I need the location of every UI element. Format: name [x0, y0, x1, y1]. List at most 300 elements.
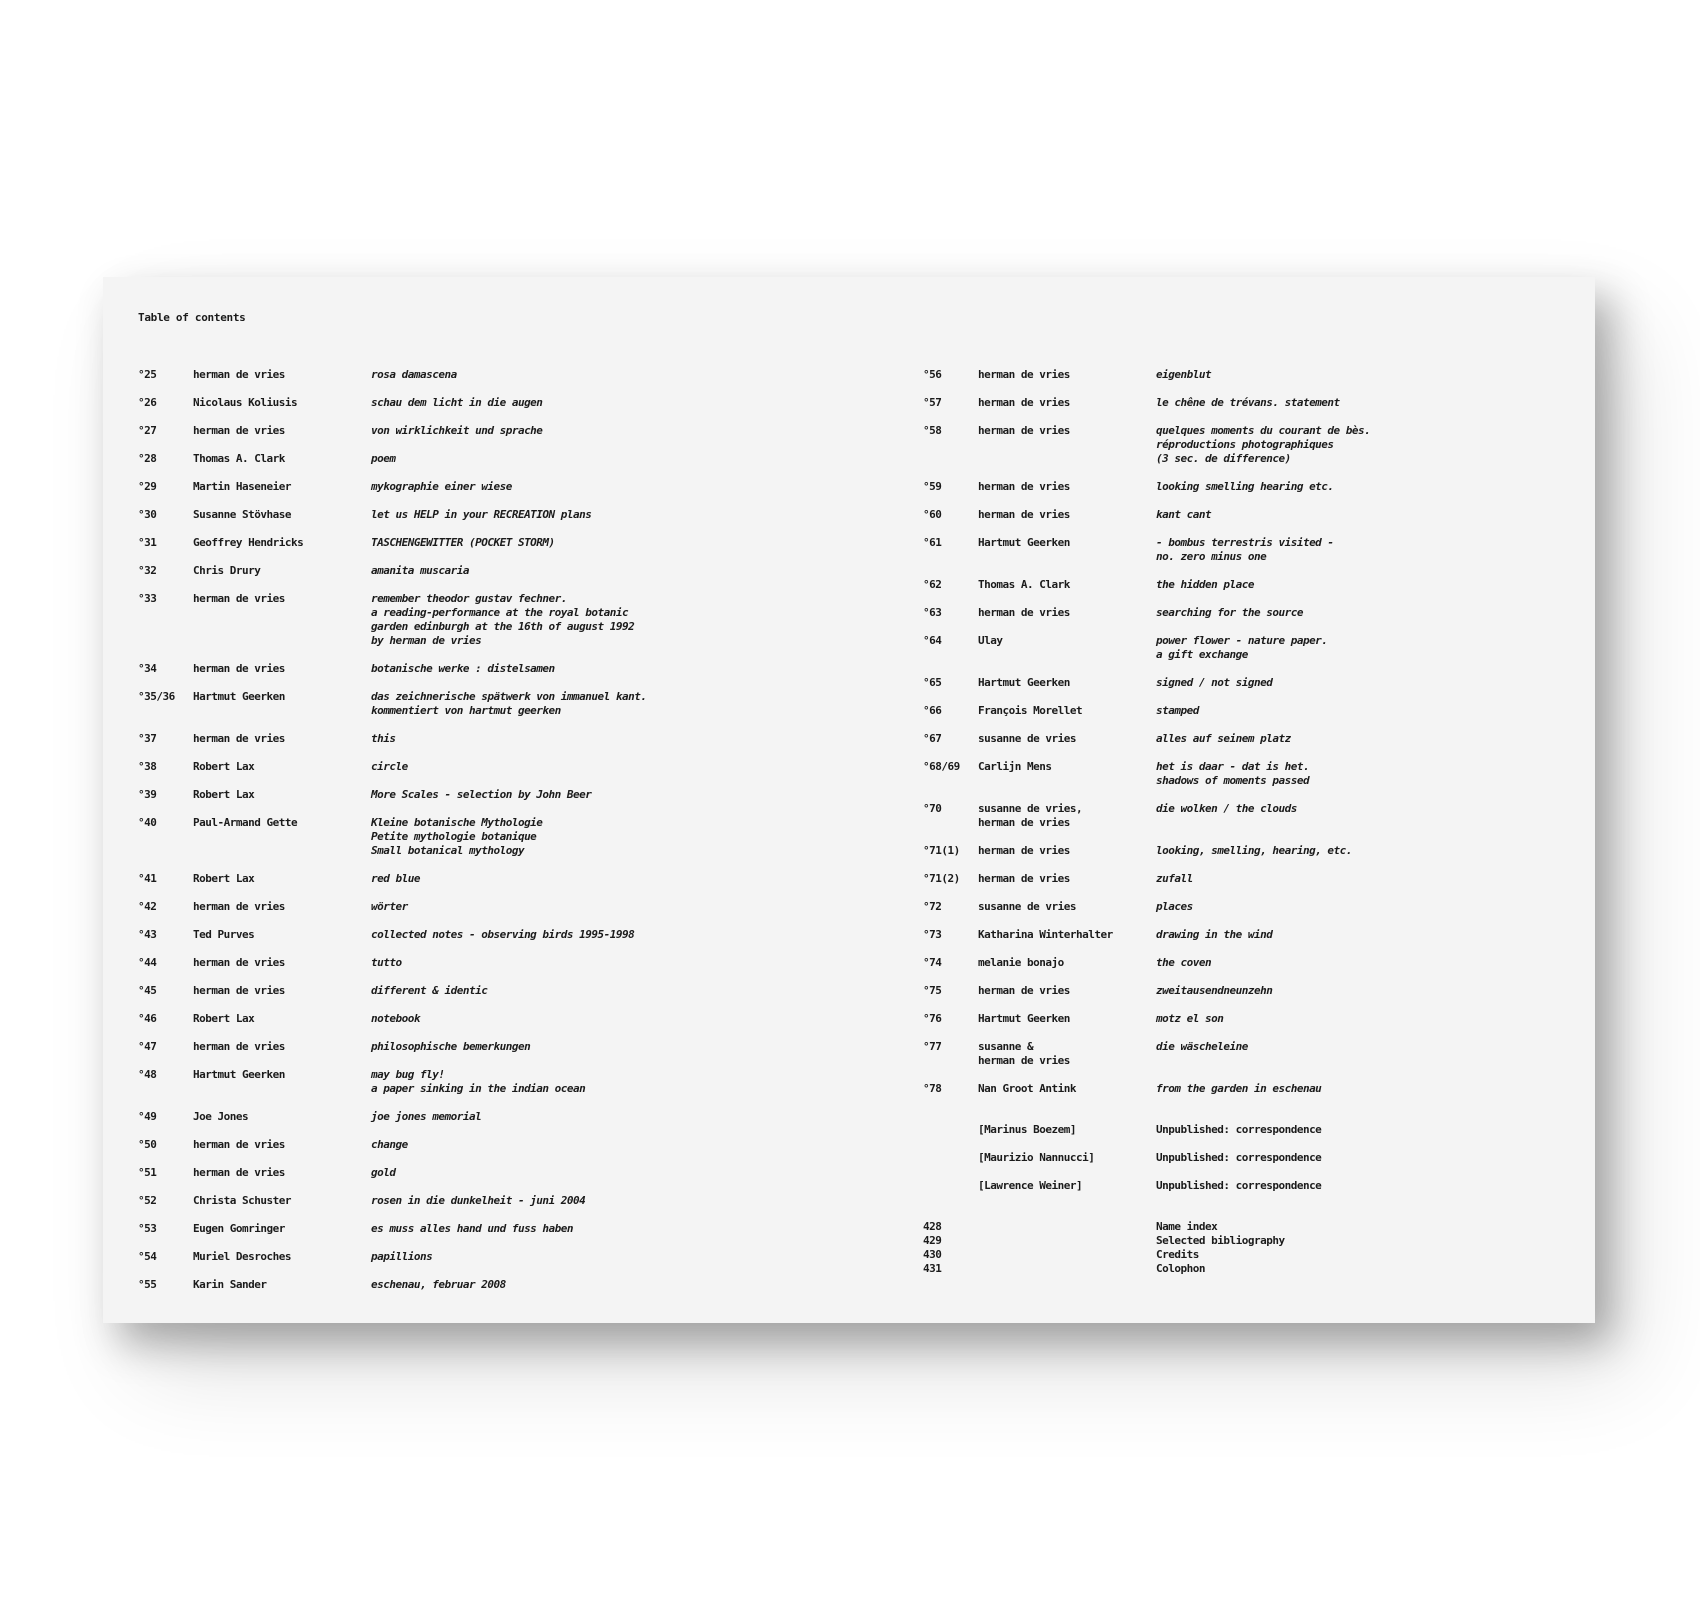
entry-author-line: Karin Sander: [193, 1278, 267, 1291]
entry-title: [1156, 676, 1370, 690]
entry-title: [1156, 1151, 1370, 1165]
toc-entry: [923, 1012, 1370, 1026]
toc-entry: [923, 508, 1370, 522]
entry-number: [138, 1166, 193, 1180]
entry-title-line: signed / not signed: [1156, 676, 1273, 689]
entry-title-line: this: [371, 732, 396, 745]
toc-entry: [138, 1110, 647, 1124]
entry-title-line: alles auf seinem platz: [1156, 732, 1291, 745]
toc-entry: [923, 1040, 1370, 1068]
entry-title-line: notebook: [371, 1012, 420, 1025]
toc-page: [103, 277, 1595, 1323]
entry-author-line: Katharina Winterhalter: [978, 928, 1113, 941]
entry-title: [371, 872, 647, 886]
entry-title-line: power flower - nature paper.: [1156, 634, 1328, 647]
entry-title-line: places: [1156, 900, 1193, 913]
entry-number-line: °49: [138, 1110, 157, 1123]
entry-title: [1156, 1012, 1370, 1026]
entry-title-line: das zeichnerische spätwerk von immanuel kant.: [371, 690, 647, 703]
toc-entry: [138, 480, 647, 494]
entry-author: [978, 956, 1156, 970]
entry-author-line: Hartmut Geerken: [193, 690, 285, 703]
entry-number: [138, 956, 193, 970]
entry-number-line: °68/69: [923, 760, 960, 773]
entry-title: [371, 900, 647, 914]
entry-number: [923, 368, 978, 382]
entry-author: [978, 1082, 1156, 1096]
entry-author-line: Thomas A. Clark: [193, 452, 285, 465]
entry-number-line: °57: [923, 396, 942, 409]
entry-number: [923, 732, 978, 746]
entry-title-line: Name index: [1156, 1220, 1218, 1233]
entry-author: [193, 1138, 371, 1152]
entry-number: [138, 368, 193, 382]
entry-author: [978, 508, 1156, 522]
entry-title-line: no. zero minus one: [1156, 550, 1267, 563]
entry-number: [923, 1082, 978, 1096]
entry-author-line: Martin Haseneier: [193, 480, 291, 493]
entry-author: [978, 676, 1156, 690]
entry-title-line: mykographie einer wiese: [371, 480, 512, 493]
entry-author: [193, 872, 371, 886]
entry-author: [193, 1110, 371, 1124]
entry-title: [371, 1166, 647, 1180]
entry-author-line: herman de vries: [978, 424, 1070, 437]
entry-title: [371, 690, 647, 718]
toc-entry: [923, 900, 1370, 914]
entry-number-line: °37: [138, 732, 157, 745]
entry-title: [1156, 760, 1370, 788]
entry-title: [371, 1012, 647, 1026]
entry-author-line: Hartmut Geerken: [978, 676, 1070, 689]
entry-author: [193, 732, 371, 746]
entry-author-line: Carlijn Mens: [978, 760, 1052, 773]
entry-number: [923, 578, 978, 592]
entry-author: [193, 984, 371, 998]
entry-number: [138, 662, 193, 676]
entry-author: [193, 1012, 371, 1026]
entry-number-line: °65: [923, 676, 942, 689]
entry-title-line: may bug fly!: [371, 1068, 445, 1081]
entry-number-line: °61: [923, 536, 942, 549]
toc-entry: [138, 1040, 647, 1054]
entry-number: [138, 480, 193, 494]
entry-number: [138, 1068, 193, 1096]
entry-author: [978, 1040, 1156, 1068]
entry-number-line: °50: [138, 1138, 157, 1151]
toc-entry: [923, 872, 1370, 886]
entry-author-line: Geoffrey Hendricks: [193, 536, 304, 549]
entry-title: [1156, 1040, 1370, 1068]
entry-number-line: °44: [138, 956, 157, 969]
toc-entry: [923, 1151, 1370, 1165]
entry-number-line: °76: [923, 1012, 942, 1025]
entry-number: [138, 536, 193, 550]
entry-title: [1156, 956, 1370, 970]
entry-number-line: 430: [923, 1248, 942, 1261]
entry-author: [193, 1040, 371, 1054]
entry-author-line: susanne de vries: [978, 732, 1076, 745]
entry-number-line: °34: [138, 662, 157, 675]
entry-author: [193, 424, 371, 438]
entry-author: [978, 1179, 1156, 1193]
entry-author-line: Hartmut Geerken: [978, 536, 1070, 549]
toc-entry: [138, 816, 647, 858]
entry-author-line: herman de vries: [193, 1138, 285, 1151]
toc-entry: [923, 368, 1370, 382]
toc-entry: [138, 1250, 647, 1264]
entry-title: [1156, 508, 1370, 522]
entry-number-line: °26: [138, 396, 157, 409]
entry-number-line: °32: [138, 564, 157, 577]
entry-number: [138, 760, 193, 774]
entry-author-line: Paul-Armand Gette: [193, 816, 298, 829]
entry-title-line: le chêne de trévans. statement: [1156, 396, 1340, 409]
entry-number-line: °54: [138, 1250, 157, 1263]
entry-author-line: herman de vries: [193, 592, 285, 605]
entry-author: [978, 480, 1156, 494]
entry-number: [138, 1012, 193, 1026]
entry-author: [193, 788, 371, 802]
entry-title-line: kommentiert von hartmut geerken: [371, 704, 561, 717]
entry-number-line: °27: [138, 424, 157, 437]
toc-entry: [138, 690, 647, 718]
entry-author-line: herman de vries: [978, 1054, 1070, 1067]
entry-title-line: Credits: [1156, 1248, 1199, 1261]
entry-title: [1156, 578, 1370, 592]
entry-author-line: herman de vries: [978, 508, 1070, 521]
entry-number: [923, 872, 978, 886]
toc-entry: [923, 1179, 1370, 1193]
entry-number: [138, 928, 193, 942]
entry-author-line: herman de vries: [193, 900, 285, 913]
entry-author-line: herman de vries: [978, 480, 1070, 493]
entry-author: [978, 536, 1156, 564]
entry-title: [1156, 802, 1370, 830]
toc-entry: [138, 508, 647, 522]
entry-title-line: Kleine botanische Mythologie: [371, 816, 543, 829]
entry-title: [1156, 634, 1370, 662]
entry-author-line: susanne &: [978, 1040, 1034, 1053]
entry-number-line: °63: [923, 606, 942, 619]
entry-title-line: looking smelling hearing etc.: [1156, 480, 1334, 493]
entry-author-line: Hartmut Geerken: [193, 1068, 285, 1081]
entry-number: [923, 676, 978, 690]
entry-title-line: Unpublished: correspondence: [1156, 1179, 1322, 1192]
entry-number: [138, 816, 193, 858]
toc-entry: [138, 1068, 647, 1096]
entry-number-line: °41: [138, 872, 157, 885]
entry-title: [371, 1194, 647, 1208]
entry-number: [138, 872, 193, 886]
entry-author: [978, 1151, 1156, 1165]
entry-number-line: °70: [923, 802, 942, 815]
entry-author-line: herman de vries: [193, 662, 285, 675]
entry-title: [371, 1222, 647, 1236]
entry-title-line: joe jones memorial: [371, 1110, 482, 1123]
entry-author-line: Ulay: [978, 634, 1003, 647]
entry-title-line: zufall: [1156, 872, 1193, 885]
toc-entry: [923, 1082, 1370, 1096]
entry-title-line: (3 sec. de difference): [1156, 452, 1291, 465]
entry-number-line: °72: [923, 900, 942, 913]
entry-title-line: papillions: [371, 1250, 433, 1263]
entry-number: [923, 634, 978, 662]
entry-author-line: herman de vries: [978, 844, 1070, 857]
entry-author-line: herman de vries: [978, 872, 1070, 885]
entry-number-line: 429: [923, 1234, 942, 1247]
toc-entry: [138, 536, 647, 550]
entry-title-line: eschenau, februar 2008: [371, 1278, 506, 1291]
entry-title: [1156, 424, 1370, 466]
entry-author: [193, 956, 371, 970]
entry-number-line: °30: [138, 508, 157, 521]
toc-entry: [138, 368, 647, 382]
entry-author-line: [Marinus Boezem]: [978, 1123, 1076, 1136]
entry-title-line: Unpublished: correspondence: [1156, 1123, 1322, 1136]
entry-author: [193, 900, 371, 914]
entry-title-line: a paper sinking in the indian ocean: [371, 1082, 586, 1095]
entry-author-line: herman de vries: [193, 1040, 285, 1053]
entry-title-line: eigenblut: [1156, 368, 1212, 381]
entry-number: [923, 704, 978, 718]
entry-number: [138, 564, 193, 578]
entry-title: [1156, 900, 1370, 914]
entry-author: [978, 368, 1156, 382]
entry-title-line: TASCHENGEWITTER (POCKET STORM): [371, 536, 555, 549]
entry-title-line: Petite mythologie botanique: [371, 830, 537, 843]
entry-author-line: Joe Jones: [193, 1110, 249, 1123]
entry-author: [193, 368, 371, 382]
entry-title: [1156, 984, 1370, 998]
entry-author: [193, 480, 371, 494]
entry-number: [923, 802, 978, 830]
entry-number: [138, 1222, 193, 1236]
entry-author: [978, 872, 1156, 886]
entry-number: [923, 536, 978, 564]
entry-title-line: poem: [371, 452, 396, 465]
entry-author-line: herman de vries: [193, 956, 285, 969]
entry-number: [923, 1040, 978, 1068]
entry-author: [978, 634, 1156, 662]
entry-author: [978, 984, 1156, 998]
entry-number: [138, 424, 193, 438]
entry-number-line: °47: [138, 1040, 157, 1053]
entry-number: [138, 1040, 193, 1054]
entry-title: [1156, 872, 1370, 886]
entry-number: [138, 788, 193, 802]
entry-author-line: melanie bonajo: [978, 956, 1064, 969]
entry-number: [138, 690, 193, 718]
entry-author: [193, 1278, 371, 1292]
entry-author: [193, 928, 371, 942]
entry-author: [193, 1194, 371, 1208]
toc-entry: [138, 592, 647, 648]
toc-entry: [923, 396, 1370, 410]
entry-author: [193, 760, 371, 774]
entry-number: [138, 1138, 193, 1152]
toc-entry: [138, 928, 647, 942]
entry-author: [978, 732, 1156, 746]
entry-number-line: °33: [138, 592, 157, 605]
entry-author-line: Hartmut Geerken: [978, 1012, 1070, 1025]
entry-title-line: kant cant: [1156, 508, 1212, 521]
entry-title-line: garden edinburgh at the 16th of august 1992: [371, 620, 635, 633]
entry-author: [978, 396, 1156, 410]
entry-title-line: different & identic: [371, 984, 488, 997]
entry-author-line: herman de vries: [193, 984, 285, 997]
entry-author-line: herman de vries: [978, 396, 1070, 409]
entry-title-line: looking, smelling, hearing, etc.: [1156, 844, 1352, 857]
entry-author: [193, 1166, 371, 1180]
toc-entry: [138, 1166, 647, 1180]
entry-author: [193, 592, 371, 648]
toc-entry: [138, 1012, 647, 1026]
entry-number: [923, 424, 978, 466]
entry-author-line: herman de vries: [193, 1166, 285, 1179]
entry-title: [1156, 928, 1370, 942]
entry-title-line: by herman de vries: [371, 634, 482, 647]
entry-author: [978, 424, 1156, 466]
entry-author: [193, 1250, 371, 1264]
entry-title: [371, 1068, 647, 1096]
toc-entry: [923, 704, 1370, 718]
entry-title: [371, 928, 647, 942]
toc-entry: [923, 802, 1370, 830]
toc-entry: [138, 452, 647, 466]
entry-author-line: herman de vries: [978, 606, 1070, 619]
entry-title: [1156, 1220, 1370, 1276]
entry-author: [978, 760, 1156, 788]
entry-title-line: gold: [371, 1166, 396, 1179]
entry-title: [1156, 704, 1370, 718]
toc-entry: [138, 984, 647, 998]
entry-title-line: stamped: [1156, 704, 1199, 717]
entry-number-line: °60: [923, 508, 942, 521]
entry-title: [371, 1278, 647, 1292]
toc-entry: [923, 536, 1370, 564]
entry-title-line: More Scales - selection by John Beer: [371, 788, 592, 801]
page-title: Table of contents: [138, 311, 246, 324]
entry-title: [371, 1110, 647, 1124]
entry-title-line: a reading-performance at the royal botanic: [371, 606, 629, 619]
entry-author: [193, 662, 371, 676]
entry-author: [978, 704, 1156, 718]
entry-title: [1156, 1179, 1370, 1193]
entry-title: [1156, 368, 1370, 382]
entry-number-line: °59: [923, 480, 942, 493]
entry-number-line: °29: [138, 480, 157, 493]
entry-number-line: °43: [138, 928, 157, 941]
entry-author-line: herman de vries: [193, 368, 285, 381]
entry-title: [371, 452, 647, 466]
entry-title-line: remember theodor gustav fechner.: [371, 592, 567, 605]
entry-author-line: [Lawrence Weiner]: [978, 1179, 1083, 1192]
entry-number: [138, 900, 193, 914]
entry-number: [138, 1278, 193, 1292]
entry-title-line: shadows of moments passed: [1156, 774, 1310, 787]
entry-author-line: herman de vries: [193, 424, 285, 437]
toc-entry: [923, 606, 1370, 620]
entry-title-line: drawing in the wind: [1156, 928, 1273, 941]
entry-author: [978, 802, 1156, 830]
entry-number: [923, 844, 978, 858]
toc-entry: [923, 480, 1370, 494]
entry-author-line: Chris Drury: [193, 564, 261, 577]
entry-title: [1156, 396, 1370, 410]
entry-title: [371, 508, 647, 522]
toc-entry: [923, 1123, 1370, 1137]
entry-author: [193, 816, 371, 858]
entry-number-line: °35/36: [138, 690, 175, 703]
entry-number: [923, 1123, 978, 1137]
entry-number-line: °77: [923, 1040, 942, 1053]
entry-author: [978, 1123, 1156, 1137]
entry-title-line: let us HELP in your RECREATION plans: [371, 508, 592, 521]
entry-author: [978, 1012, 1156, 1026]
entry-title: [1156, 480, 1370, 494]
entry-title-line: motz el son: [1156, 1012, 1224, 1025]
toc-entry: [138, 732, 647, 746]
entry-title-line: wörter: [371, 900, 408, 913]
entry-number: [138, 508, 193, 522]
toc-column-right: [923, 368, 1370, 1276]
entry-number: [138, 1110, 193, 1124]
entry-author-line: Nicolaus Koliusis: [193, 396, 298, 409]
entry-number-line: °67: [923, 732, 942, 745]
entry-title-line: Selected bibliography: [1156, 1234, 1285, 1247]
entry-author: [978, 928, 1156, 942]
entry-title-line: Unpublished: correspondence: [1156, 1151, 1322, 1164]
entry-title-line: circle: [371, 760, 408, 773]
entry-number-line: °48: [138, 1068, 157, 1081]
entry-title-line: amanita muscaria: [371, 564, 469, 577]
entry-title-line: von wirklichkeit und sprache: [371, 424, 543, 437]
entry-title: [371, 396, 647, 410]
entry-number: [923, 508, 978, 522]
toc-entry: [923, 928, 1370, 942]
entry-title-line: philosophische bemerkungen: [371, 1040, 531, 1053]
entry-title-line: collected notes - observing birds 1995-1998: [371, 928, 635, 941]
entry-author-line: Eugen Gomringer: [193, 1222, 285, 1235]
entry-author-line: Muriel Desroches: [193, 1250, 291, 1263]
entry-author: [193, 452, 371, 466]
toc-entry: [138, 1194, 647, 1208]
entry-title: [1156, 536, 1370, 564]
toc-entry: [138, 956, 647, 970]
entry-author: [193, 1222, 371, 1236]
entry-author: [978, 1220, 1156, 1276]
toc-entry: [923, 732, 1370, 746]
entry-title: [371, 592, 647, 648]
entry-author-line: Ted Purves: [193, 928, 255, 941]
entry-title: [371, 662, 647, 676]
toc-entry: [138, 760, 647, 774]
entry-title: [1156, 844, 1370, 858]
entry-title-line: the coven: [1156, 956, 1212, 969]
entry-title: [371, 1040, 647, 1054]
entry-title-line: die wäscheleine: [1156, 1040, 1248, 1053]
entry-title-line: Colophon: [1156, 1262, 1205, 1275]
toc-entry: [138, 396, 647, 410]
toc-entry: [923, 578, 1370, 592]
entry-title-line: searching for the source: [1156, 606, 1303, 619]
entry-author-line: Robert Lax: [193, 1012, 255, 1025]
entry-number: [923, 956, 978, 970]
entry-title-line: from the garden in eschenau: [1156, 1082, 1322, 1095]
entry-title: [371, 816, 647, 858]
entry-number: [138, 396, 193, 410]
